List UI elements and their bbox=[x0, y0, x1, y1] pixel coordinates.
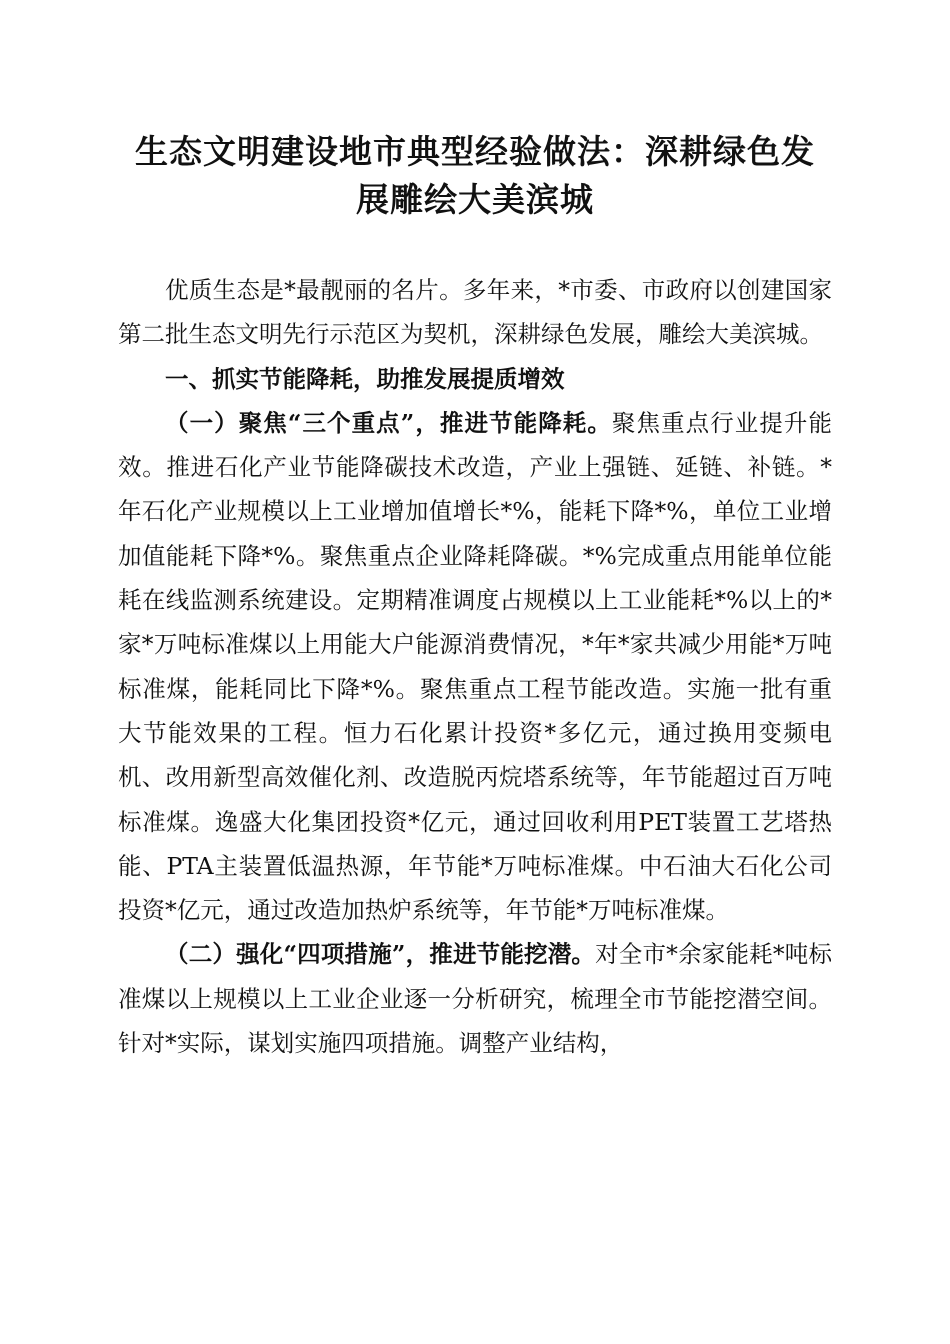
subsection-text-1: 聚焦重点行业提升能效。推进石化产业节能降碳技术改造，产业上强链、延链、补链。*年石化产业规模以上工业增加值增长*%，能耗下降*%，单位工业增加值能耗下降*%。聚焦重点企业降耗降碳。*%完成重点用能单位能耗在线监测系统建设。定期精准调度占规模以上工业能耗*%以上的*家*万吨标准煤以上用能大户能源消费情况，*年*家共减少用能*万吨标准煤，能耗同比下降*%。聚焦重点工程节能改造。实施一批有重大节能效果的工程。恒力石化累计投资*多亿元，通过换用变频电机、改用新型高效催化剂、改造脱丙烷塔系统等，年节能超过百万吨标准煤。逸盛大化集团投资*亿元，通过回收利用PET装置工艺塔热能、PTA主装置低温热源，年节能*万吨标准煤。中石油大石化公司投资*亿元，通过改造加热炉系统等，年节能*万吨标准煤。 bbox=[118, 408, 833, 925]
subsection-lead-1: （一）聚焦“三个重点”，推进节能降耗。 bbox=[165, 408, 612, 437]
subsection-paragraph-1 bbox=[118, 401, 832, 933]
subsection-text-2: 对全市*余家能耗*吨标准煤以上规模以上工业企业逐一分析研究，梳理全市节能挖潜空间。针对*实际，谋划实施四项措施。调整产业结构， bbox=[118, 940, 832, 1058]
title-line-1: 生态文明建设地市典型经验做法：深耕绿色发 bbox=[135, 132, 815, 171]
document-body bbox=[118, 268, 832, 1065]
subsection-lead-2: （二）强化“四项措施”，推进节能挖潜。 bbox=[165, 940, 596, 969]
intro-paragraph: 优质生态是*最靓丽的名片。多年来，*市委、市政府以创建国家第二批生态文明先行示范区为契机，深耕绿色发展，雕绘大美滨城。 bbox=[118, 276, 832, 349]
document-title bbox=[118, 128, 832, 224]
section-heading-1: 一、抓实节能降耗，助推发展提质增效 bbox=[165, 364, 565, 393]
title-line-2: 展雕绘大美滨城 bbox=[356, 180, 594, 219]
subsection-paragraph-2 bbox=[118, 932, 832, 1065]
